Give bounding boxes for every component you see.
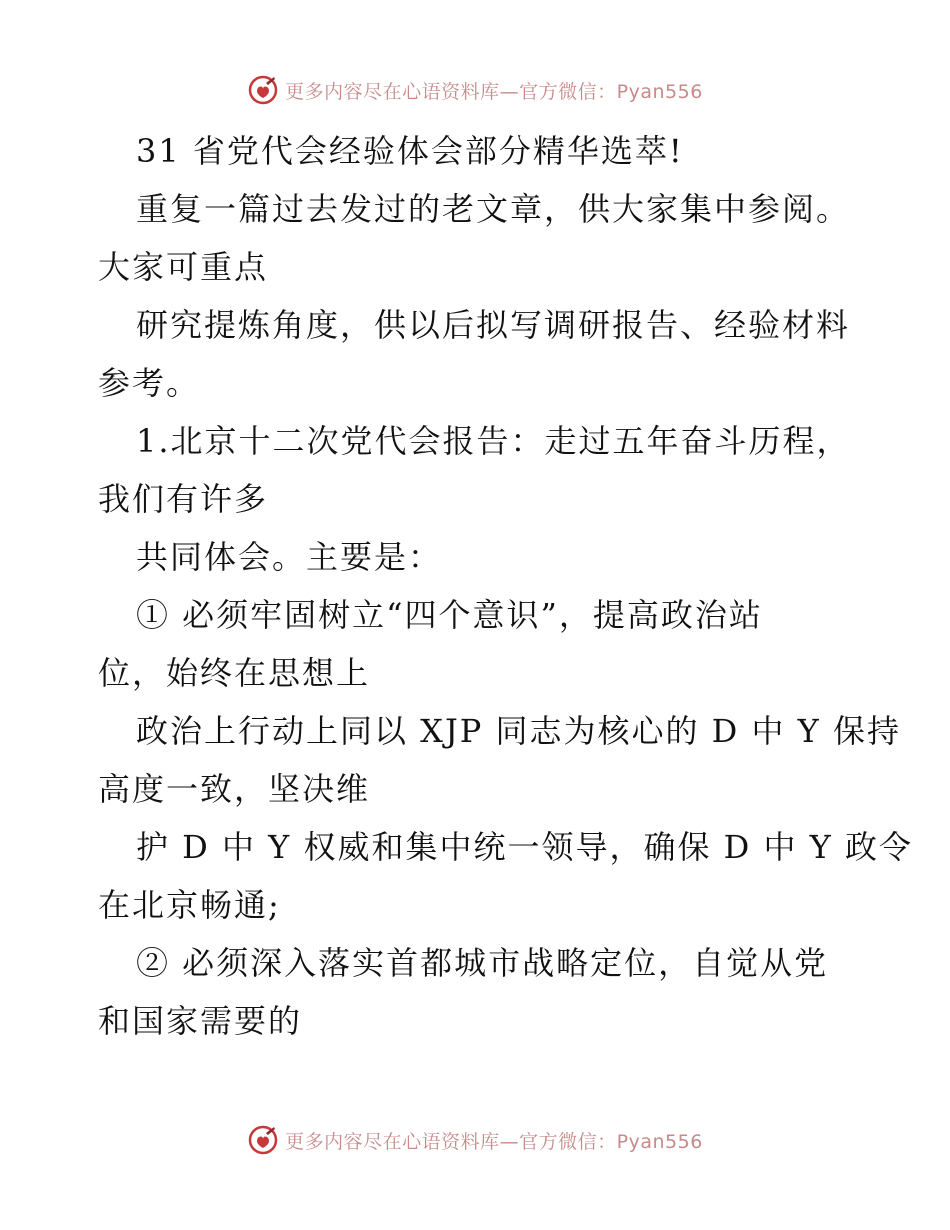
text-line: ① 必须牢固树立“四个意识”，提高政治站: [136, 596, 763, 634]
document-body: [98, 122, 913, 1050]
text-line: 1.北京十二次党代会报告：走过五年奋斗历程，: [136, 422, 851, 460]
watermark-text: 更多内容尽在心语资料库—官方微信：Pyan556: [285, 1130, 703, 1153]
heart-pen-logo-icon: [247, 74, 279, 106]
text-line: 重复一篇过去发过的老文章，供大家集中参阅。: [136, 190, 851, 228]
footer-watermark: [0, 1120, 950, 1160]
text-line: 和国家需要的: [98, 1002, 303, 1040]
text-line: 位，始终在思想上: [98, 654, 371, 692]
text-line: 研究提炼角度，供以后拟写调研报告、经验材料: [136, 306, 851, 344]
heart-pen-logo-icon: [247, 1124, 279, 1156]
text-line: 护 D 中 Y 权威和集中统一领导，确保 D 中 Y 政令: [136, 828, 913, 866]
text-line: ② 必须深入落实首都城市战略定位，自觉从党: [136, 944, 829, 982]
text-line: 高度一致，坚决维: [98, 770, 371, 808]
text-line: 共同体会。主要是：: [136, 538, 443, 576]
text-line: 政治上行动上同以 XJP 同志为核心的 D 中 Y 保持: [136, 712, 901, 750]
text-line: 大家可重点: [98, 248, 269, 286]
header-watermark: [0, 70, 950, 110]
text-line: 我们有许多: [98, 480, 269, 518]
text-line: 参考。: [98, 364, 201, 402]
text-line: 在北京畅通;: [98, 886, 281, 924]
text-line: 31 省党代会经验体会部分精华选萃!: [136, 132, 684, 170]
watermark-text: 更多内容尽在心语资料库—官方微信：Pyan556: [285, 80, 703, 103]
